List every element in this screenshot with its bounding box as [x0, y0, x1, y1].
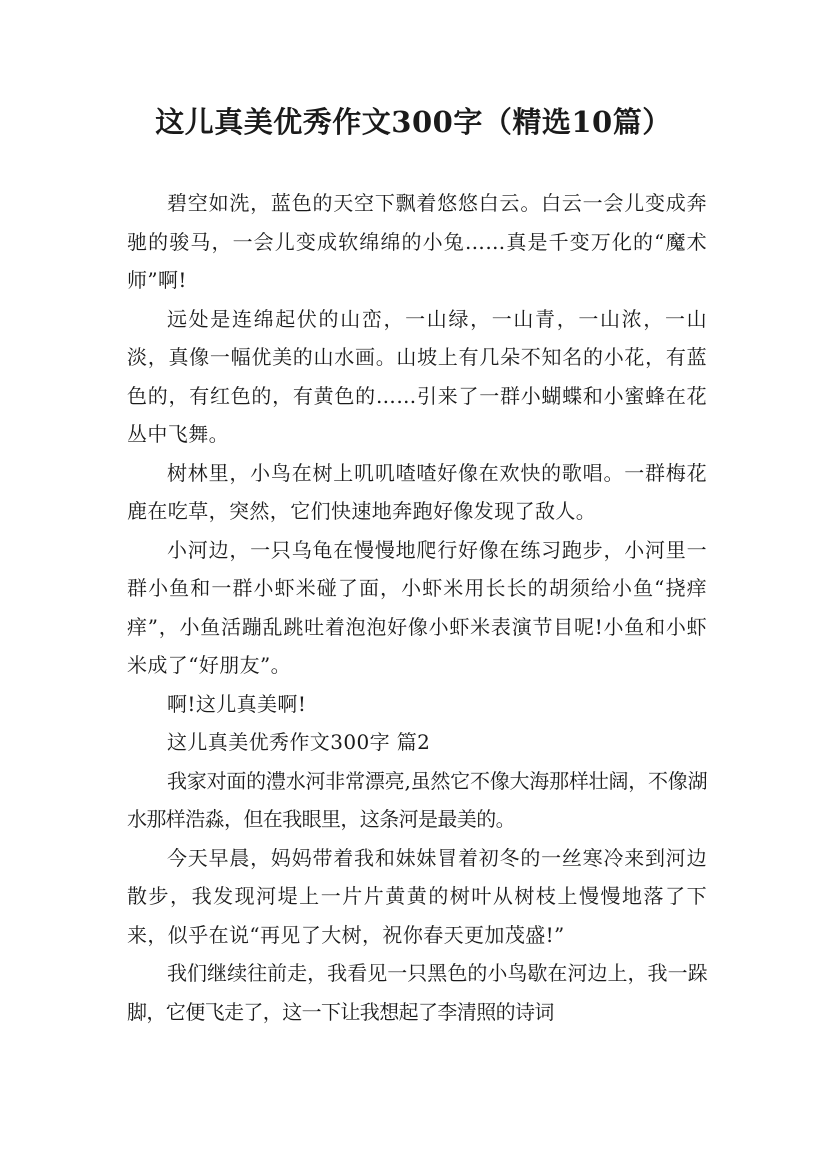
paragraph-sky: 碧空如洗，蓝色的天空下飘着悠悠白云。白云一会儿变成奔驰的骏马，一会儿变成软绵绵的小兔……真是千变万化的“魔术师”啊! [127, 191, 707, 292]
document-body [127, 184, 707, 1031]
paragraph-river: 小河边，一只乌龟在慢慢地爬行好像在练习跑步，小河里一群小鱼和一群小虾米碰了面，小虾米用长长的胡须给小鱼“挠痒痒”，小鱼活蹦乱跳吐着泡泡好像小虾米表演节目呢!小鱼和小虾米成了“好朋友”。 [127, 537, 707, 677]
paragraph-exclamation: 啊!这儿真美啊! [167, 691, 307, 716]
paragraph-mountains: 远处是连绵起伏的山峦，一山绿，一山青，一山浓，一山淡，真像一幅优美的山水画。山坡上有几朵不知名的小花，有蓝色的，有红色的，有黄色的……引来了一群小蝴蝶和小蜜蜂在花丛中飞舞。 [127, 306, 707, 446]
paragraph-black-bird: 我们继续往前走，我看见一只黑色的小鸟歇在河边上，我一跺脚，它便飞走了，这一下让我想起了李清照的诗词 [127, 961, 707, 1024]
paragraph-morning-walk: 今天早晨，妈妈带着我和妹妹冒着初冬的一丝寒冷来到河边散步，我发现河堤上一片片黄黄的树叶从树枝上慢慢地落了下来，似乎在说“再见了大树，祝你春天更加茂盛!” [127, 845, 707, 947]
document-title: 这儿真美优秀作文300字（精选10篇） [155, 105, 672, 139]
paragraph-lishui-river: 我家对面的澧水河非常漂亮,虽然它不像大海那样壮阔，不像湖水那样浩淼，但在我眼里，这条河是最美的。 [127, 768, 707, 831]
section-heading-essay-2: 这儿真美优秀作文300字 篇2 [167, 730, 431, 754]
paragraph-forest: 树林里，小鸟在树上叽叽喳喳好像在欢快的歌唱。一群梅花鹿在吃草，突然，它们快速地奔跑好像发现了敌人。 [127, 460, 707, 523]
